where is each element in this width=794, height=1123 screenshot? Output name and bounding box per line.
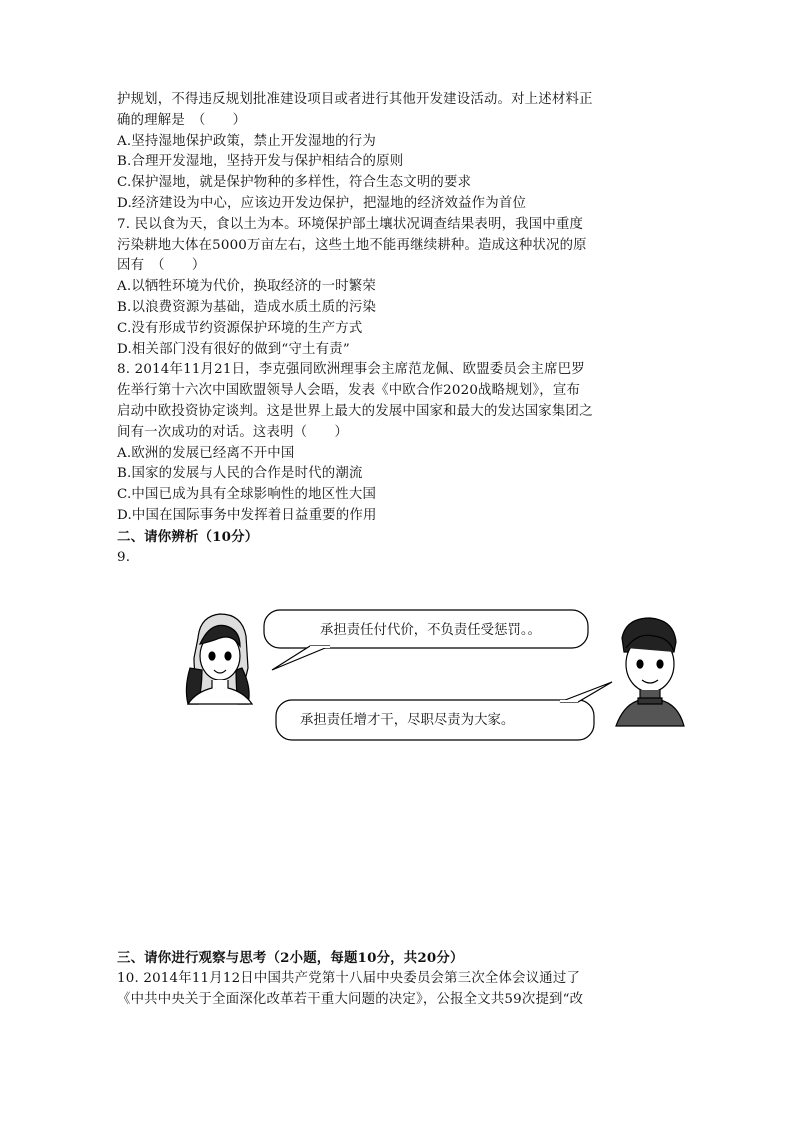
q6-option-b: B.合理开发湿地，坚持开发与保护相结合的原则: [117, 154, 404, 170]
q6-option-a: A.坚持湿地保护政策，禁止开发湿地的行为: [117, 133, 376, 149]
q10-stem-line: 10. 2014年11月12日中国共产党第十八届中央委员会第三次全体会议通过了: [117, 970, 581, 986]
section2-heading: 二、请你辨析（10分）: [117, 528, 259, 545]
boy-figure-icon: [616, 618, 684, 726]
section3: [117, 948, 677, 1010]
q8-stem-line: 8. 2014年11月21日，李克强同欧洲理事会主席范龙佩、欧盟委员会主席巴罗: [117, 362, 585, 378]
q8-option-d: D.中国在国际事务中发挥着日益重要的作用: [117, 507, 377, 523]
q9-cartoon: [180, 608, 690, 758]
q7-option-b: B.以浪费资源为基础，造成水质土质的污染: [117, 299, 377, 315]
girl-speech-text: 承担责任付代价，不负责任受惩罚。。: [320, 623, 541, 638]
q6-stem-line: 护规划，不得违反规划批准建设项目或者进行其他开发建设活动。对上述材料正: [117, 92, 593, 107]
q8-option-a: A.欧洲的发展已经离不开中国: [117, 445, 295, 461]
q9-number: 9.: [117, 549, 131, 565]
q7-stem-line: 7. 民以食为天，食以土为本。环境保护部土壤状况调查结果表明，我国中重度: [117, 216, 584, 232]
q7-option-a: A.以牺牲环境为代价，换取经济的一时繁荣: [117, 279, 376, 295]
q6-option-c: C.保护湿地，就是保护物种的多样性，符合生态文明的要求: [117, 175, 472, 191]
boy-speech-text: 承担责任增才干，尽职尽责为大家。: [300, 713, 515, 728]
q7-option-d: D.相关部门没有很好的做到“守土有责”: [117, 341, 350, 357]
q6-option-d: D.经济建设为中心，应该边开发边保护，把湿地的经济效益作为首位: [117, 195, 527, 211]
q7-stem-line: 污染耕地大体在5000万亩左右，这些土地不能再继续耕种。造成这种状况的原: [117, 237, 587, 253]
exam-page-body: [117, 90, 677, 568]
q6-stem-line: 确的理解是 （ ）: [117, 112, 247, 128]
q10-stem-line: 《中共中央关于全面深化改革若干重大问题的决定》，公报全文共59次提到“改: [117, 991, 584, 1007]
q7-stem-line: 因有 （ ）: [117, 258, 206, 274]
girl-speech-bubble: [264, 610, 588, 670]
section3-heading: 三、请你进行观察与思考（2小题，每题10分，共20分）: [117, 950, 464, 966]
boy-speech-bubble: [276, 682, 612, 740]
q8-option-b: B.国家的发展与人民的合作是时代的潮流: [117, 466, 363, 482]
q7-option-c: C.没有形成节约资源保护环境的生产方式: [117, 320, 363, 336]
q8-option-c: C.中国已成为具有全球影响性的地区性大国: [117, 487, 377, 503]
q8-stem-line: 间有一次成功的对话。这表明（ ）: [117, 424, 349, 440]
girl-figure-icon: [186, 614, 252, 704]
q8-stem-line: 佐举行第十六次中国欧盟领导人会晤，发表《中欧合作2020战略规划》，宣布: [117, 383, 581, 399]
q8-stem-line: 启动中欧投资协定谈判。这是世界上最大的发展中国家和最大的发达国家集团之: [117, 403, 593, 419]
